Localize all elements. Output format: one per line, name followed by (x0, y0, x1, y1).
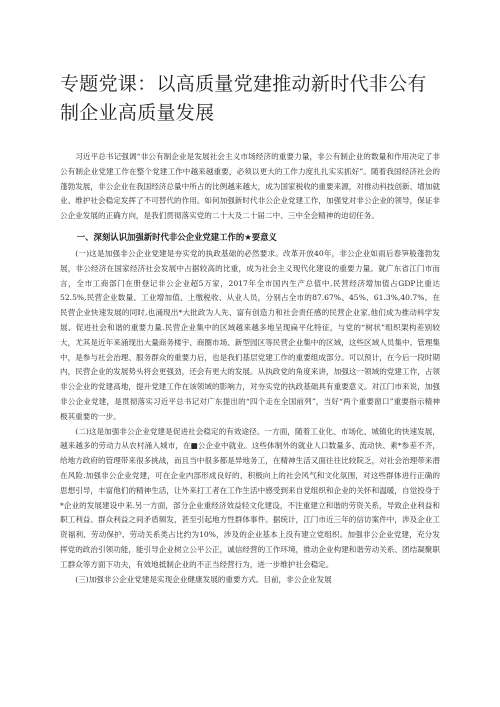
section-heading: 一、深刻认识加强新时代非公企业党建工作的★要意义 (76, 231, 277, 242)
paragraph-2: (二)这是加强非公企业党建是促进社会稳定的有效途径。一方面，随着工业化、市场化、城镇化的快速发展，越来越多的劳动力从农村涌入城市，在■公企业中就业。这些体制外的就业人口数量多、流动快、素*参差不齐，给地方政府的管理带来很多挑战，而且当中很多都是异地务工，在精神生活又面往往比较院乏，对社会治理带来潜在风险.加强非公企业党建，可在企业内部形成良好的、积极向上的社会风气和文化氛围，对这些群体进行正确的思想引导，丰富他们的精神生活，让外来打工者在工作生活中感受到来自党组织和企业的关怀和温暖，自觉投身于*企业的发展建设中来.另一方面，部分企业重经济效益轻文化建设，不注重建立和谐的劳资关系，导致企业利益和职工利益、群众利益之间矛盾频发，甚至引起地方性群体事件。据统计，江门市近三年的信访案件中，涉及企业工资福利、劳动保护、劳动关系类占比约为10%，涉及的企业基本上没有建立党组织。加强非公企业党建，充分发挥党的政治引领功能，能引导企业树立公平公正，诚信经营的工作环境，推动企业构建和谐劳动关系、团结凝聚职工群众等方面下功夫，有效地抵制企业的不正当经营行为，进一步维护社会稳定。 (60, 426, 440, 569)
paragraph-1: (一)这是加强非公企业党建是夯实党的执政基础的必然要求。改革开放40年，非公企业如雨后春笋般蓬勃发展，非公经济在国家经济社会发展中占据较高的比重，成为社会主义现代化建设的重要力量。就广东省江门市而言，全市工商部门在册登记非公企业超5万家，2017年全市国内生产总值中,民营经济增加值占GDP比重达52.5%,民营企业数量、工业增加值、上缴税收、从业人员，分别占全市的87.67%、45%、61.3%,40.7%。在民营企业快速发展的同时,也涌现出*大批政为人先、富有创造力和社会责任感的民营企业家,他们成为推动科学发展、促进社会和谐的重要力量.民营企业集中的区域越来越多地呈现扁平化特征，与党的“树状”组织架构差别较大，尤其是近年来涌现出大量商务楼宇、商圈市场、新型园区等民营企业集中的区域，这些区域人员集中、管理集中，是参与社会治理、服务群众的重要力后，也是我们基层党建工作的重要组成部分。可以预计，在今后一段时期内，民营企业的发展势头将会更强劲，还会有更大的发展。从执政党的角度来讲，加强这一领域的党建工作，占领非公企业的党建高地，提升党建工作在该领域的影响力，对夯实党的执政基础具有重要意义。对江门市来说，加强非公企业党建，是贯彻落实习近平总书记对广东提出的“四个走在全国前列”，当好“两个重要窗口”重要指示精神极其重要的一步。 (60, 248, 440, 421)
page-title: 专题党课：以高质量党建推动新时代非公有制企业高质量发展 (60, 73, 427, 124)
intro-paragraph: 习近平总书记强调“非公有制企业是发展社会主义市场经济的重要力量，非公有制企业的数量和作用决定了非公有制企业党建工作在整个党建工作中越来越重要，必须以更大的工作力度扎扎实实抓好”。随着我国经济社会的蓬勃发展，非公企业在我国经济总量中所占的比例越来越大，成为国家税收的重要来源，对推动科技创新、增加就业、维护社会稳定发挥了不可替代的作用。如何加强新时代非公企业党建工作，加强党对非公企业的领导，保证非公企业发展的正确方向，是我们贯彻落实党的二十大及二十届二中、三中全会精神的迫切任务。 (60, 152, 440, 221)
paragraph-3: (三)加强非公企业党建是实现企业健康发展的重要方式。目前，非公企业发展 (75, 574, 332, 584)
